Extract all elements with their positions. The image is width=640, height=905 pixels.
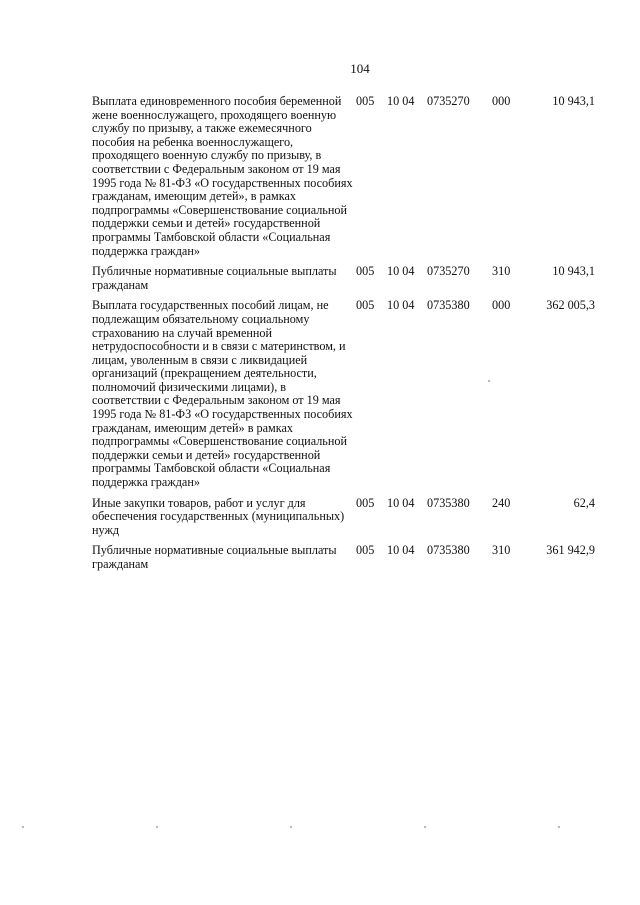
table-row (92, 265, 595, 292)
table-row (92, 544, 595, 571)
row-description: Выплата единовременного пособия беременной жене военнослужащего, проходящего военную службу по призыву, а также ежемесячного пособия на ребенка военнослужащего, проходящего военную службу по призыву, в соответствии с Федеральным законом от 19 мая 1995 года № 81-ФЗ «О государственных пособиях гражданам, имеющим детей», в рамках подпрограммы «Совершенствование социальной поддержки семьи и детей» государственной программы Тамбовской области «Социальная поддержка граждан» (92, 94, 353, 258)
amount: 62,4 (573, 495, 595, 510)
page-number: 104 (350, 61, 370, 76)
section-code: 10 04 (387, 94, 415, 108)
department-code: 005 (356, 298, 375, 313)
target-article-code: 0735380 (427, 543, 470, 558)
section-code: 10 04 (387, 543, 415, 558)
table-row (92, 95, 595, 258)
row-description: Публичные нормативные социальные выплаты гражданам (92, 264, 337, 292)
expense-type-code: 310 (492, 543, 511, 558)
expense-type-code: 310 (492, 264, 511, 279)
department-code: 005 (356, 264, 375, 279)
amount: 10 943,1 (552, 264, 595, 279)
amount: 361 942,9 (546, 543, 595, 558)
target-article-code: 0735270 (427, 94, 470, 108)
target-article-code: 0735270 (427, 264, 470, 279)
table-row (92, 299, 595, 489)
expense-type-code: 000 (492, 94, 511, 108)
section-code: 10 04 (387, 298, 415, 313)
table-row (92, 497, 595, 538)
expense-type-code: 240 (492, 495, 511, 510)
section-code: 10 04 (387, 264, 415, 279)
amount: 362 005,3 (546, 298, 595, 313)
department-code: 005 (356, 94, 375, 108)
target-article-code: 0735380 (427, 495, 470, 510)
row-description: Иные закупки товаров, работ и услуг для обеспечения государственных (муниципальных) нужд (92, 495, 345, 537)
department-code: 005 (356, 543, 375, 558)
row-description: Выплата государственных пособий лицам, не подлежащим обязательному социальному страхованию на случай временной нетрудоспособности и в связи с материнством, и лицам, уволенным в связи с ликвидацией организаций (прекращением деятельности, полномочий физическими лицами), в соответствии с Федеральным законом от 19 мая 1995 года № 81-ФЗ «О государственных пособиях гражданам, имеющим детей» в рамках подпрограммы «Совершенствование социальной поддержки семьи и детей» государственной программы Тамбовской области «Социальная поддержка граждан» (92, 298, 353, 490)
amount: 10 943,1 (552, 94, 595, 108)
department-code: 005 (356, 495, 375, 510)
row-description: Публичные нормативные социальные выплаты гражданам (92, 543, 337, 571)
target-article-code: 0735380 (427, 298, 470, 313)
budget-table (92, 95, 595, 572)
expense-type-code: 000 (492, 298, 511, 313)
section-code: 10 04 (387, 495, 415, 510)
